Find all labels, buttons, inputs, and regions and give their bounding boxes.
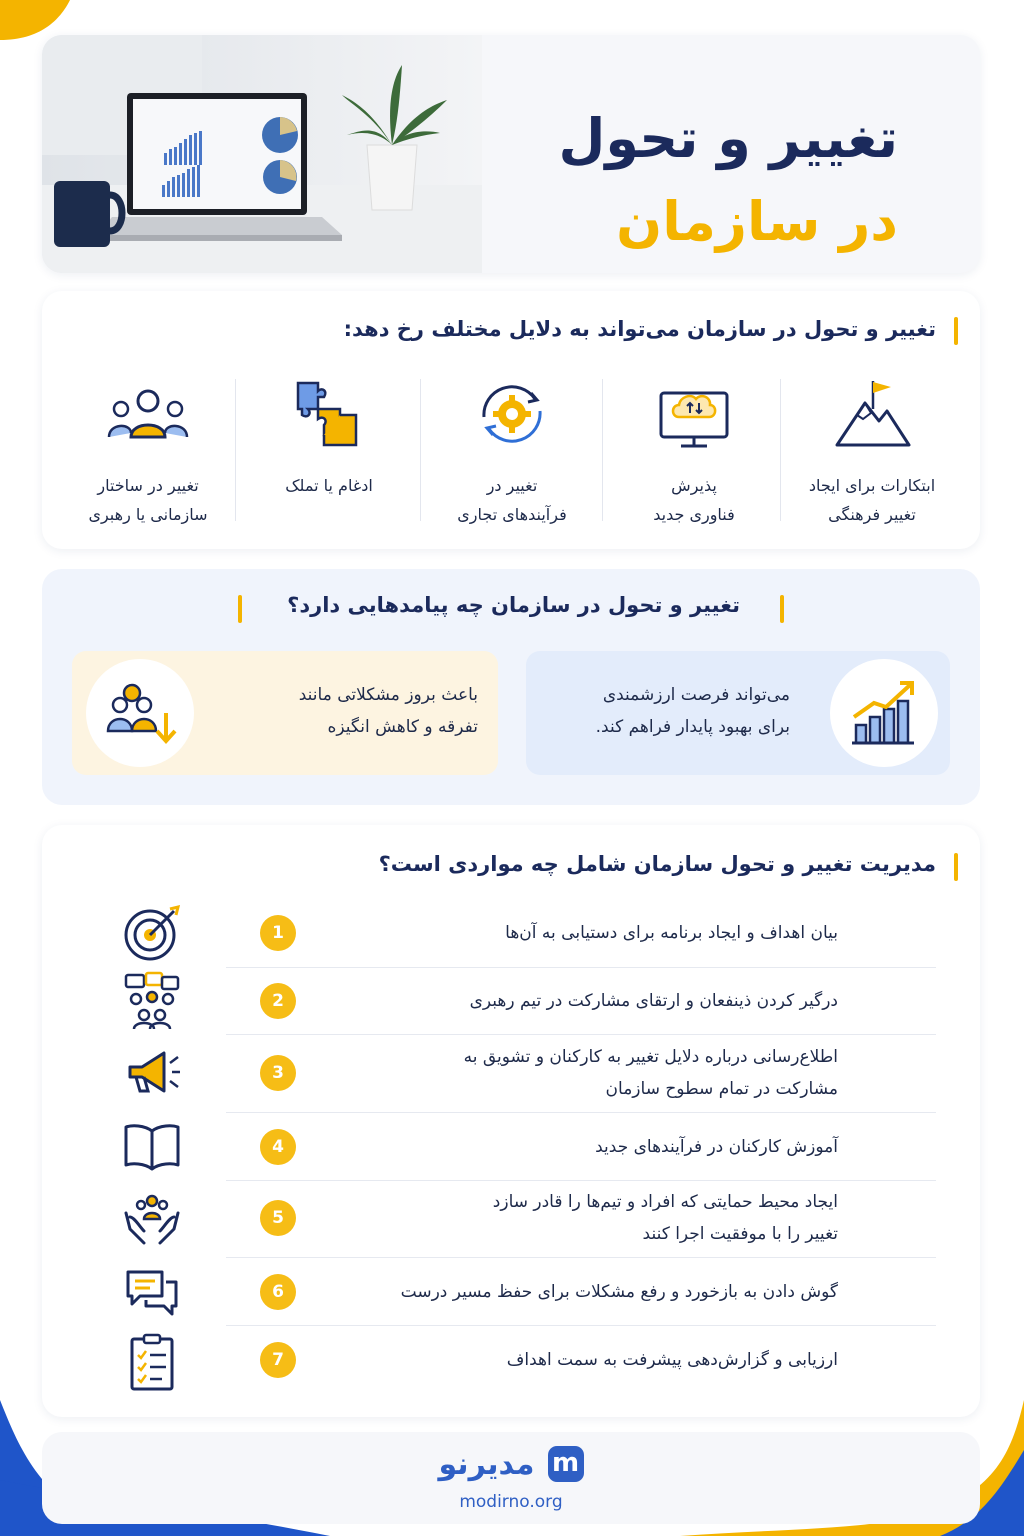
- support-hands-icon: [122, 1187, 182, 1247]
- reason-item-technology: [602, 371, 786, 524]
- target-icon: [122, 903, 182, 963]
- step-number: 5: [260, 1200, 296, 1236]
- brand-url[interactable]: modirno.org: [459, 1492, 563, 1512]
- step-text-line1: ایجاد محیط حمایتی که افراد و تیم‌ها را قادر سازد: [492, 1192, 838, 1212]
- reason-label-line1: پذیرش: [671, 476, 717, 495]
- step-text-line1: اطلاع‌رسانی درباره دلایل تغییر به کارکنان و تشویق به: [463, 1047, 838, 1067]
- brand-logo-icon: m: [548, 1446, 584, 1482]
- title-accent-bar: [780, 595, 784, 623]
- step-number: 1: [260, 915, 296, 951]
- row-divider: [226, 1034, 936, 1035]
- title-accent-bar: [954, 317, 958, 345]
- mountain-flag-icon: [827, 379, 917, 449]
- reason-label-line2: فناوری جدید: [653, 505, 735, 524]
- laptop-desk-photo: [42, 35, 482, 273]
- icon-circle: [830, 659, 938, 767]
- icon-circle: [86, 659, 194, 767]
- reasons-title: تغییر و تحول در سازمان می‌تواند به دلایل مختلف رخ دهد:: [343, 317, 936, 341]
- positive-outcome-box: [526, 651, 950, 775]
- reason-item-culture: [780, 371, 964, 524]
- hero-title-line2: در سازمان: [616, 190, 898, 253]
- management-card: [42, 825, 980, 1417]
- step-text-line1: ارزیابی و گزارش‌دهی پیشرفت به سمت اهداف: [506, 1350, 838, 1370]
- people-down-icon: [86, 659, 194, 767]
- title-accent-bar: [954, 853, 958, 881]
- megaphone-icon: [122, 1043, 182, 1103]
- hero-title-line1: تغییر و تحول: [558, 107, 898, 170]
- footer-card: [42, 1432, 980, 1524]
- outcomes-card: [42, 569, 980, 805]
- reason-label-line1: ابتکارات برای ایجاد: [808, 476, 936, 495]
- step-text-line1: بیان اهداف و ایجاد برنامه برای دستیابی به آن‌ها: [505, 923, 838, 943]
- brand-row: [42, 1446, 980, 1482]
- management-title: مدیریت تغییر و تحول سازمان شامل چه مواردی است؟: [378, 852, 936, 876]
- negative-outcome-line2: تفرقه و کاهش انگیزه: [327, 717, 478, 737]
- title-accent-bar: [238, 595, 242, 623]
- step-number: 6: [260, 1274, 296, 1310]
- positive-outcome-line2: برای بهبود پایدار فراهم کند.: [595, 717, 790, 737]
- reason-label-line2: سازمانی یا رهبری: [88, 505, 208, 524]
- outcomes-title: تغییر و تحول در سازمان چه پیامدهایی دارد؟: [287, 593, 740, 617]
- step-number: 7: [260, 1342, 296, 1378]
- reason-label-line1: ادغام یا تملک: [285, 476, 373, 495]
- checklist-icon: [122, 1331, 182, 1391]
- step-text-line1: آموزش کارکنان در فرآیندهای جدید: [595, 1137, 838, 1157]
- negative-outcome-box: [72, 651, 498, 775]
- reasons-card: [42, 291, 980, 549]
- row-divider: [226, 1257, 936, 1258]
- gear-cycle-icon: [467, 379, 557, 449]
- cloud-monitor-icon: [649, 379, 739, 449]
- positive-outcome-line1: می‌تواند فرصت ارزشمندی: [602, 685, 790, 705]
- stakeholders-icon: [122, 971, 182, 1031]
- step-number: 2: [260, 983, 296, 1019]
- hero-banner: [42, 35, 980, 273]
- reason-item-processes: [420, 371, 604, 524]
- row-divider: [226, 1325, 936, 1326]
- step-number: 4: [260, 1129, 296, 1165]
- reason-label-line2: تغییر فرهنگی: [828, 505, 916, 524]
- reason-label-line1: تغییر در: [486, 476, 538, 495]
- step-text-line1: درگیر کردن ذینفعان و ارتقای مشارکت در تیم رهبری: [469, 991, 838, 1011]
- team-icon: [103, 379, 193, 449]
- reason-item-structure: [56, 371, 240, 524]
- step-text-line2: تغییر را با موفقیت اجرا کنند: [642, 1224, 838, 1244]
- chat-bubbles-icon: [122, 1262, 182, 1322]
- row-divider: [226, 1180, 936, 1181]
- row-divider: [226, 967, 936, 968]
- step-text-line1: گوش دادن به بازخورد و رفع مشکلات برای حفظ مسیر درست: [400, 1282, 838, 1302]
- row-divider: [226, 1112, 936, 1113]
- step-number: 3: [260, 1055, 296, 1091]
- growth-chart-icon: [830, 659, 938, 767]
- reason-item-merger: [237, 371, 421, 521]
- brand-name: مدیرنو: [438, 1446, 535, 1482]
- step-text-line2: مشارکت در تمام سطوح سازمان: [605, 1079, 838, 1099]
- negative-outcome-line1: باعث بروز مشکلاتی مانند: [298, 685, 478, 705]
- book-icon: [122, 1117, 182, 1177]
- puzzle-icon: [284, 379, 374, 449]
- reason-label-line1: تغییر در ساختار: [97, 476, 199, 495]
- reason-label-line2: فرآیندهای تجاری: [457, 505, 567, 524]
